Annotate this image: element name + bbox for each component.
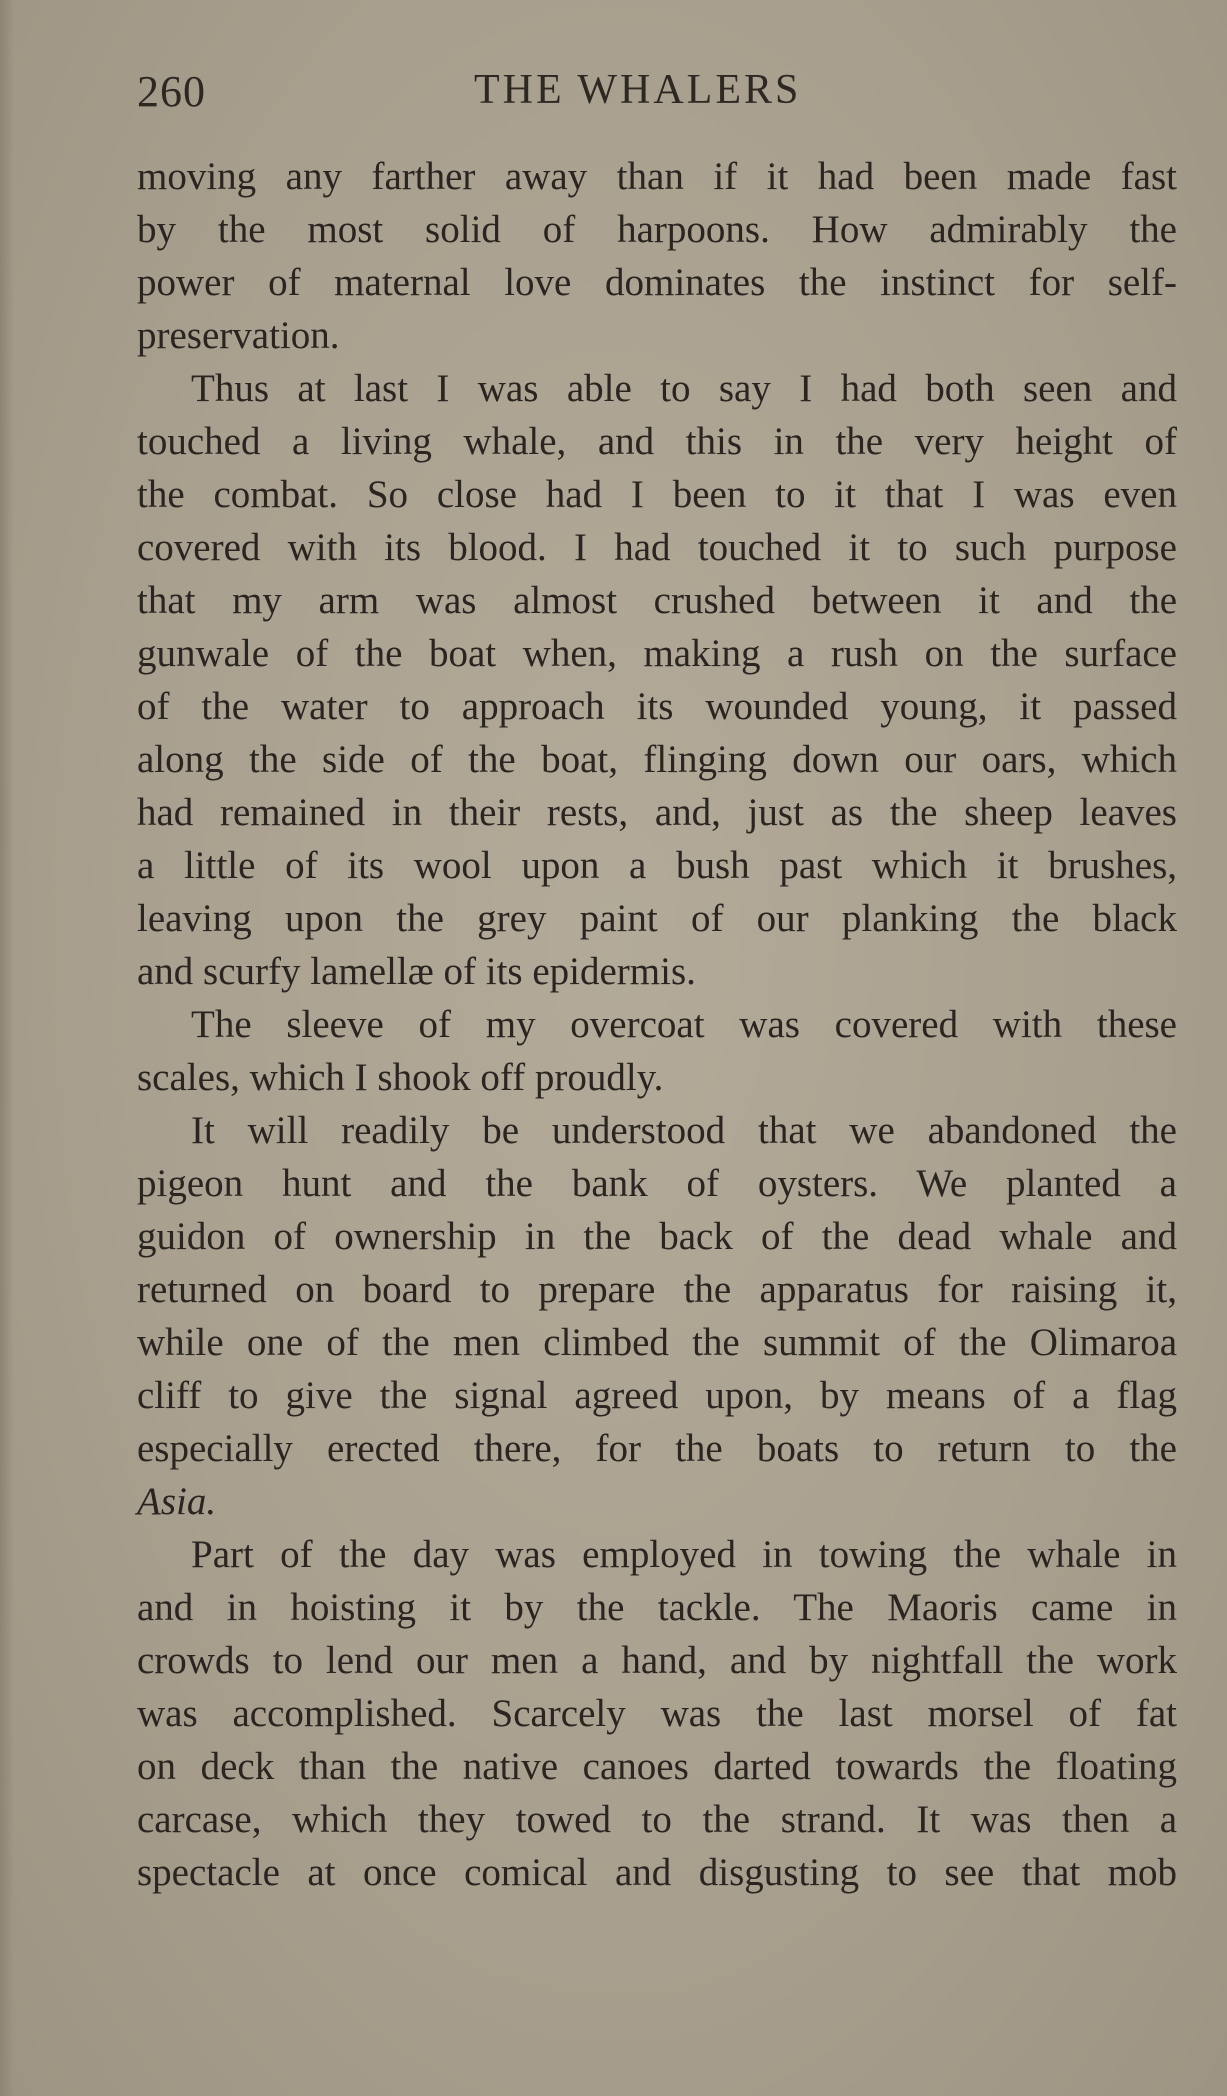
paragraph [137,998,1177,1104]
text-line: gunwale of the boat when, making a rush on the surface [137,632,1177,675]
body-text [137,150,1177,1899]
text-line: crowds to lend our men a hand, and by nightfall the work [137,1639,1177,1682]
text-line: a little of its wool upon a bush past which it brushes, [137,844,1177,887]
running-head: THE WHALERS [474,67,802,113]
text-line: and scurfy lamellæ of its epidermis. [137,950,696,993]
text-line: moving any farther away than if it had been made fast [137,155,1177,198]
text-line: preservation. [137,314,340,357]
text-line: the combat. So close had I been to it that I was even [137,473,1177,516]
paragraph [137,362,1177,998]
text-line: on deck than the native canoes darted towards the floating [137,1745,1177,1788]
text-line: of the water to approach its wounded young, it passed [137,685,1177,728]
text-line: Part of the day was employed in towing the whale in [191,1533,1177,1576]
text-line: and in hoisting it by the tackle. The Maoris came in [137,1586,1177,1629]
text-line: power of maternal love dominates the instinct for self- [137,261,1177,304]
text-line: guidon of ownership in the back of the dead whale and [137,1215,1177,1258]
text-line: had remained in their rests, and, just as the sheep leaves [137,791,1177,834]
text-line: while one of the men climbed the summit of the Olimaroa [137,1321,1177,1364]
text-line: scales, which I shook off proudly. [137,1056,664,1099]
paragraph [137,1104,1177,1528]
ship-name-italic: Asia. [137,1480,217,1523]
text-line: covered with its blood. I had touched it to such purpose [137,526,1177,569]
text-line: that my arm was almost crushed between it and the [137,579,1177,622]
text-line: carcase, which they towed to the strand. It was then a [137,1798,1177,1841]
paragraph [137,1528,1177,1899]
text-line: returned on board to prepare the apparatus for raising it, [137,1268,1177,1311]
text-line: by the most solid of harpoons. How admirably the [137,208,1177,251]
text-line: spectacle at once comical and disgusting to see that mob [137,1851,1177,1894]
text-line: pigeon hunt and the bank of oysters. We planted a [137,1162,1177,1205]
text-line: especially erected there, for the boats to return to the [137,1427,1177,1470]
text-line: along the side of the boat, flinging down our oars, which [137,738,1177,781]
page-number: 260 [137,67,206,116]
text-line: It will readily be understood that we abandoned the [191,1109,1177,1152]
text-line: was accomplished. Scarcely was the last morsel of fat [137,1692,1177,1735]
page-edge-shadow [0,0,14,2096]
text-line: leaving upon the grey paint of our planking the black [137,897,1177,940]
text-line: The sleeve of my overcoat was covered with these [191,1003,1177,1046]
text-line: cliff to give the signal agreed upon, by means of a flag [137,1374,1177,1417]
text-line: touched a living whale, and this in the very height of [137,420,1177,463]
text-line: Thus at last I was able to say I had both seen and [191,367,1177,410]
paragraph [137,150,1177,362]
page-header [137,66,1177,122]
